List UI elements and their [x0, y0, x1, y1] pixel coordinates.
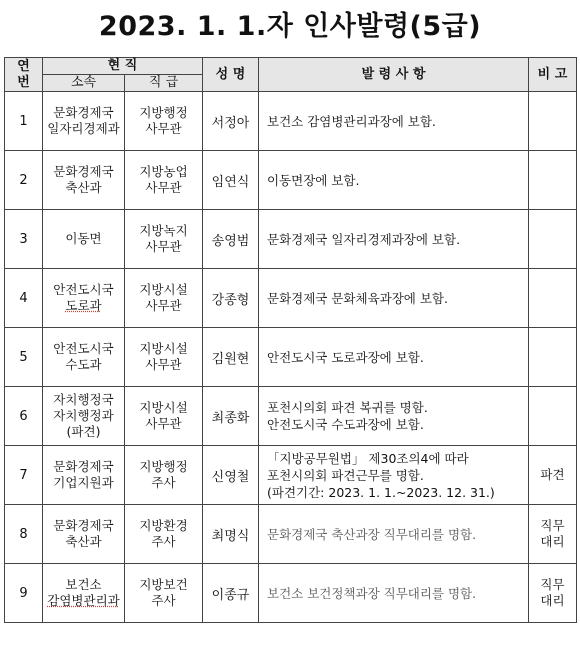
- department-cell-line: 자치행정국: [53, 392, 114, 407]
- person-name: 최명식: [203, 505, 259, 564]
- rank-cell-line: 사무관: [145, 121, 182, 136]
- department-cell-line: 축산과: [65, 534, 102, 549]
- appointment-table: [4, 57, 577, 623]
- person-name: 임연식: [203, 151, 259, 210]
- header-serial-number: 연 번: [5, 58, 43, 92]
- appointment-detail-line: 문화경제국 축산과장 직무대리를 명함.: [267, 526, 477, 542]
- appointment-detail: [259, 151, 529, 210]
- appointment-detail: [259, 269, 529, 328]
- appointment-detail-line: 보건소 감염병관리과장에 보함.: [267, 113, 436, 129]
- rank-cell-line: 사무관: [145, 298, 182, 313]
- department-cell-line: 자치행정과: [53, 408, 114, 423]
- rank-cell-line: 주사: [151, 534, 176, 549]
- table-row: [5, 210, 577, 269]
- remarks-cell: [529, 564, 577, 623]
- department-cell-line: 도로과: [65, 298, 102, 313]
- table-row: [5, 92, 577, 151]
- department-cell-line: 보건소: [65, 577, 102, 592]
- appointment-detail: [259, 210, 529, 269]
- department-cell-line: 문화경제국: [53, 105, 114, 120]
- appointment-detail-line: 「지방공무원법」 제30조의4에 따라: [267, 450, 469, 466]
- rank-cell: [125, 151, 203, 210]
- rank-cell: [125, 564, 203, 623]
- remarks-cell: [529, 446, 577, 505]
- remarks-cell: [529, 505, 577, 564]
- department-cell: [43, 151, 125, 210]
- appointment-detail-line: 이동면장에 보함.: [267, 172, 360, 188]
- rank-cell-line: 주사: [151, 593, 176, 608]
- rank-cell-line: 지방행정: [139, 105, 188, 120]
- remarks-cell-line: 파견: [540, 467, 565, 482]
- person-name: 송영범: [203, 210, 259, 269]
- department-cell: [43, 210, 125, 269]
- serial-number: 4: [5, 269, 43, 328]
- appointment-detail: [259, 564, 529, 623]
- department-cell-line: 수도과: [65, 357, 102, 372]
- appointment-detail-line: 안전도시국 수도과장에 보함.: [267, 417, 424, 432]
- department-cell-line: 기업지원과: [53, 475, 114, 490]
- department-cell: [43, 269, 125, 328]
- rank-cell: [125, 210, 203, 269]
- rank-cell-line: 지방시설: [139, 400, 188, 415]
- rank-cell-line: 지방보건: [139, 577, 188, 592]
- rank-cell-line: 사무관: [145, 239, 182, 254]
- table-row: [5, 505, 577, 564]
- appointment-detail: [259, 328, 529, 387]
- header-department: 소속: [43, 75, 125, 92]
- person-name: 최종화: [203, 387, 259, 446]
- table-row: [5, 446, 577, 505]
- appointment-detail-line: 안전도시국 도로과장에 보함.: [267, 349, 424, 365]
- remarks-cell-line: 대리: [540, 593, 565, 608]
- appointment-detail-line: (파견기간: 2023. 1. 1.~2023. 12. 31.): [267, 484, 495, 500]
- appointment-detail: [259, 446, 529, 505]
- header-appointment: 발 령 사 항: [259, 58, 529, 92]
- table-row: [5, 564, 577, 623]
- rank-cell: [125, 328, 203, 387]
- department-cell: [43, 505, 125, 564]
- table-row: [5, 151, 577, 210]
- department-cell-line: 안전도시국: [53, 341, 114, 356]
- page-title: 2023. 1. 1.자 인사발령(5급): [98, 11, 482, 42]
- rank-cell-line: 주사: [151, 475, 176, 490]
- remarks-cell: [529, 210, 577, 269]
- remarks-cell-line: 직무: [540, 577, 565, 592]
- header-current-position: 현 직: [43, 58, 203, 75]
- rank-cell-line: 사무관: [145, 180, 182, 195]
- appointment-detail: [259, 387, 529, 446]
- header-rank: 직 급: [125, 75, 203, 92]
- person-name: 강종형: [203, 269, 259, 328]
- department-cell-line: 이동면: [65, 231, 102, 246]
- header-name: 성 명: [203, 58, 259, 92]
- appointment-detail: [259, 92, 529, 151]
- rank-cell-line: 지방행정: [139, 459, 188, 474]
- person-name: 김원현: [203, 328, 259, 387]
- rank-cell-line: 지방농업: [139, 164, 188, 179]
- remarks-cell: [529, 387, 577, 446]
- rank-cell: [125, 387, 203, 446]
- table-row: [5, 328, 577, 387]
- rank-cell-line: 지방시설: [139, 341, 188, 356]
- department-cell-line: 문화경제국: [53, 459, 114, 474]
- department-cell-line: 문화경제국: [53, 518, 114, 533]
- appointment-detail-line: 포천시의회 파견근무를 명함.: [267, 467, 424, 483]
- serial-number: 5: [5, 328, 43, 387]
- serial-number: 7: [5, 446, 43, 505]
- remarks-cell: [529, 92, 577, 151]
- remarks-cell-line: 직무: [540, 518, 565, 533]
- person-name: 신영철: [203, 446, 259, 505]
- rank-cell-line: 지방환경: [139, 518, 188, 533]
- department-cell-line: (파견): [66, 424, 101, 439]
- appointment-detail-line: 문화경제국 일자리경제과장에 보함.: [267, 231, 461, 247]
- remarks-cell: [529, 269, 577, 328]
- rank-cell-line: 지방녹지: [139, 223, 188, 238]
- appointment-detail-line: 문화경제국 문화체육과장에 보함.: [267, 290, 448, 306]
- department-cell: [43, 446, 125, 505]
- remarks-cell-line: 대리: [540, 534, 565, 549]
- serial-number: 3: [5, 210, 43, 269]
- appointment-detail-line: 포천시의회 파견 복귀를 명함.: [267, 400, 428, 415]
- department-cell-line: 일자리경제과: [47, 121, 120, 136]
- header-remarks: 비 고: [529, 58, 577, 92]
- serial-number: 2: [5, 151, 43, 210]
- rank-cell: [125, 505, 203, 564]
- rank-cell-line: 지방시설: [139, 282, 188, 297]
- department-cell-line: 감염병관리과: [47, 593, 120, 608]
- person-name: 이종규: [203, 564, 259, 623]
- rank-cell: [125, 92, 203, 151]
- department-cell-line: 안전도시국: [53, 282, 114, 297]
- rank-cell: [125, 269, 203, 328]
- appointment-detail-line: 보건소 보건정책과장 직무대리를 명함.: [267, 585, 477, 601]
- serial-number: 6: [5, 387, 43, 446]
- person-name: 서정아: [203, 92, 259, 151]
- rank-cell: [125, 446, 203, 505]
- department-cell: [43, 92, 125, 151]
- rank-cell-line: 사무관: [145, 357, 182, 372]
- appointment-detail: [259, 505, 529, 564]
- serial-number: 9: [5, 564, 43, 623]
- department-cell-line: 축산과: [65, 180, 102, 195]
- serial-number: 1: [5, 92, 43, 151]
- department-cell: [43, 328, 125, 387]
- department-cell: [43, 564, 125, 623]
- department-cell: [43, 387, 125, 446]
- serial-number: 8: [5, 505, 43, 564]
- remarks-cell: [529, 151, 577, 210]
- rank-cell-line: 사무관: [145, 416, 182, 431]
- remarks-cell: [529, 328, 577, 387]
- table-row: [5, 269, 577, 328]
- department-cell-line: 문화경제국: [53, 164, 114, 179]
- table-row: [5, 387, 577, 446]
